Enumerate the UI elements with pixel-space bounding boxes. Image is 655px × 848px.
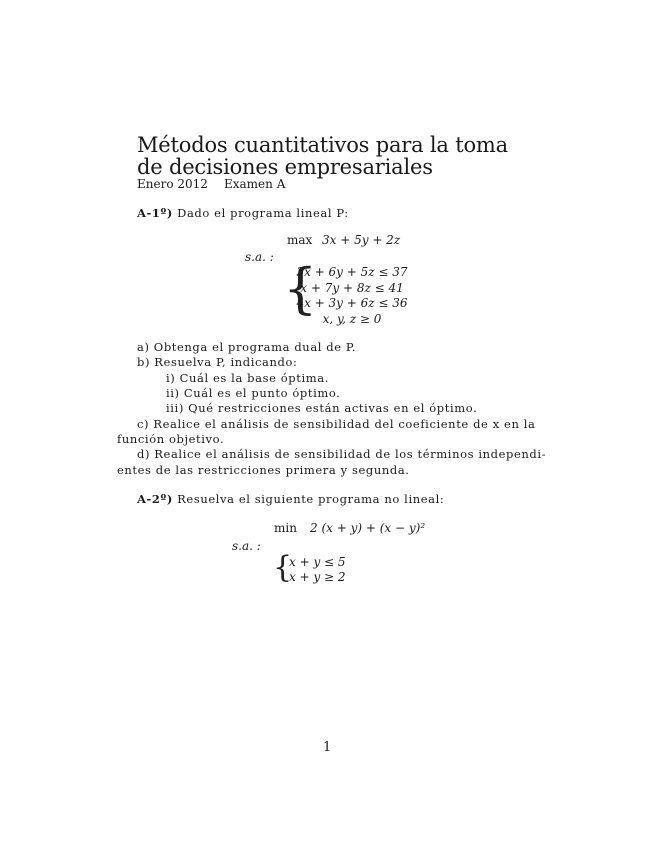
q2-intro: Resuelva el siguiente programa no lineal: (177, 492, 445, 506)
q1-subject-to-label: s.a. : (245, 250, 274, 264)
q1-item-b-iii: iii) Qué restricciones están activas en el óptimo. (166, 401, 478, 415)
q1-label: A-1º) (137, 206, 173, 220)
q2-objective-keyword: min (274, 521, 297, 535)
q1-item-b-i: i) Cuál es la base óptima. (166, 371, 329, 385)
q1-objective: 3x + 5y + 2z (322, 233, 401, 247)
q2-subject-to-label: s.a. : (232, 539, 261, 553)
q2-constraint-2: x + y ≥ 2 (289, 570, 346, 584)
q2-heading (137, 492, 444, 506)
q2-constraint-brace: { (273, 550, 293, 585)
q1-item-d-line1: d) Realice el análisis de sensibilidad de los términos independi- (137, 447, 547, 461)
q1-item-a: a) Obtenga el programa dual de P. (137, 340, 357, 354)
q1-item-c-line1: c) Realice el análisis de sensibilidad del coeficiente de x en la (137, 417, 536, 431)
q1-item-b-ii: ii) Cuál es el punto óptimo. (166, 386, 341, 400)
q2-label: A-2º) (137, 492, 173, 506)
page-number: 1 (323, 740, 332, 755)
document-title-line1: Métodos cuantitativos para la toma (137, 133, 508, 157)
q1-constraint-2: x + 7y + 8z ≤ 41 (300, 281, 404, 295)
q1-constraint-brace: { (283, 257, 318, 320)
q1-objective-keyword: max (287, 233, 313, 247)
q1-item-b: b) Resuelva P, indicando: (137, 355, 298, 369)
q1-constraint-1: 3x + 6y + 5z ≤ 37 (296, 265, 408, 279)
q2-constraint-1: x + y ≤ 5 (289, 555, 346, 569)
q1-heading (137, 206, 349, 220)
q2-objective: 2 (x + y) + (x − y)² (310, 521, 426, 535)
document-title-line2: de decisiones empresariales (137, 155, 433, 179)
q1-item-c-line2: función objetivo. (117, 432, 225, 446)
q1-constraint-4: x, y, z ≥ 0 (322, 312, 382, 326)
exam-date: Enero 2012 (137, 177, 208, 191)
q1-intro: Dado el programa lineal P: (177, 206, 349, 220)
exam-version: Examen A (224, 177, 286, 191)
q1-item-d-line2: entes de las restricciones primera y segunda. (117, 463, 410, 477)
q1-constraint-3: 4x + 3y + 6z ≤ 36 (296, 296, 408, 310)
